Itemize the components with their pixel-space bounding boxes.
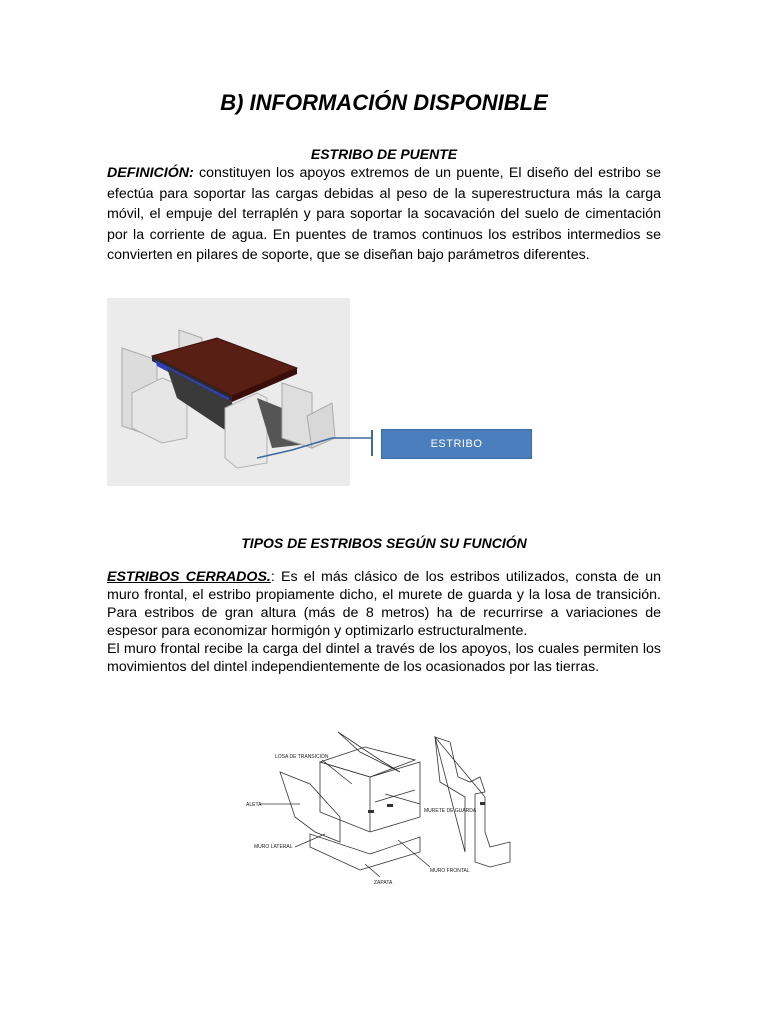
- label-muro-lateral: MURO LATERAL: [254, 844, 293, 850]
- callout-connector: [350, 426, 384, 462]
- bridge-abutment-drawing: [107, 298, 350, 486]
- page-title: B) INFORMACIÓN DISPONIBLE: [220, 90, 548, 115]
- subtitle: ESTRIBO DE PUENTE: [310, 146, 458, 162]
- definition-paragraph: [107, 163, 661, 266]
- label-muro-frontal: MURO FRONTAL: [430, 868, 470, 874]
- estribo-callout-label: ESTRIBO: [381, 429, 532, 459]
- definition-text: constituyen los apoyos extremos de un puente, El diseño del estribo se efectúa para soportar las cargas debidas al peso de la superestructura más la carga móvil, el empuje del terraplén y para soportar la socavación del suelo de cimentación por la corriente de agua. En puentes de tramos continuos los estribos intermedios se convierten en pilares de soporte, que se diseñan bajo parámetros diferentes.: [107, 165, 661, 263]
- frontal-wall-paragraph: El muro frontal recibe la carga del dintel a través de los apoyos, los cuales permiten los movimientos del dintel independientemente de los ocasionados por las tierras.: [107, 641, 661, 675]
- label-zapata: ZAPATA: [374, 880, 393, 886]
- section-title: TIPOS DE ESTRIBOS SEGÚN SU FUNCIÓN: [241, 535, 527, 551]
- closed-abutments-lead: ESTRIBOS CERRADOS.: [107, 569, 271, 585]
- label-murete: MURETE DE GUARDA: [424, 808, 477, 814]
- closed-abutments-paragraph: [107, 568, 661, 640]
- label-aleta: ALETA: [246, 802, 262, 808]
- closed-abutment-diagram: [240, 722, 530, 892]
- definition-lead: DEFINICIÓN:: [107, 165, 194, 181]
- bridge-abutment-image: [107, 298, 350, 486]
- closed-abutments-text: : Es el más clásico de los estribos utilizados, consta de un muro frontal, el estribo propiamente dicho, el murete de guarda y la losa de transición. Para estribos de gran altura (más de 8 metros) ha de recurrirse a variaciones de espesor para economizar hormigón y optimizarlo estructuralmente.: [107, 569, 661, 639]
- label-losa: LOSA DE TRANSICIÓN: [275, 754, 329, 760]
- closed-abutment-drawing: [240, 722, 530, 892]
